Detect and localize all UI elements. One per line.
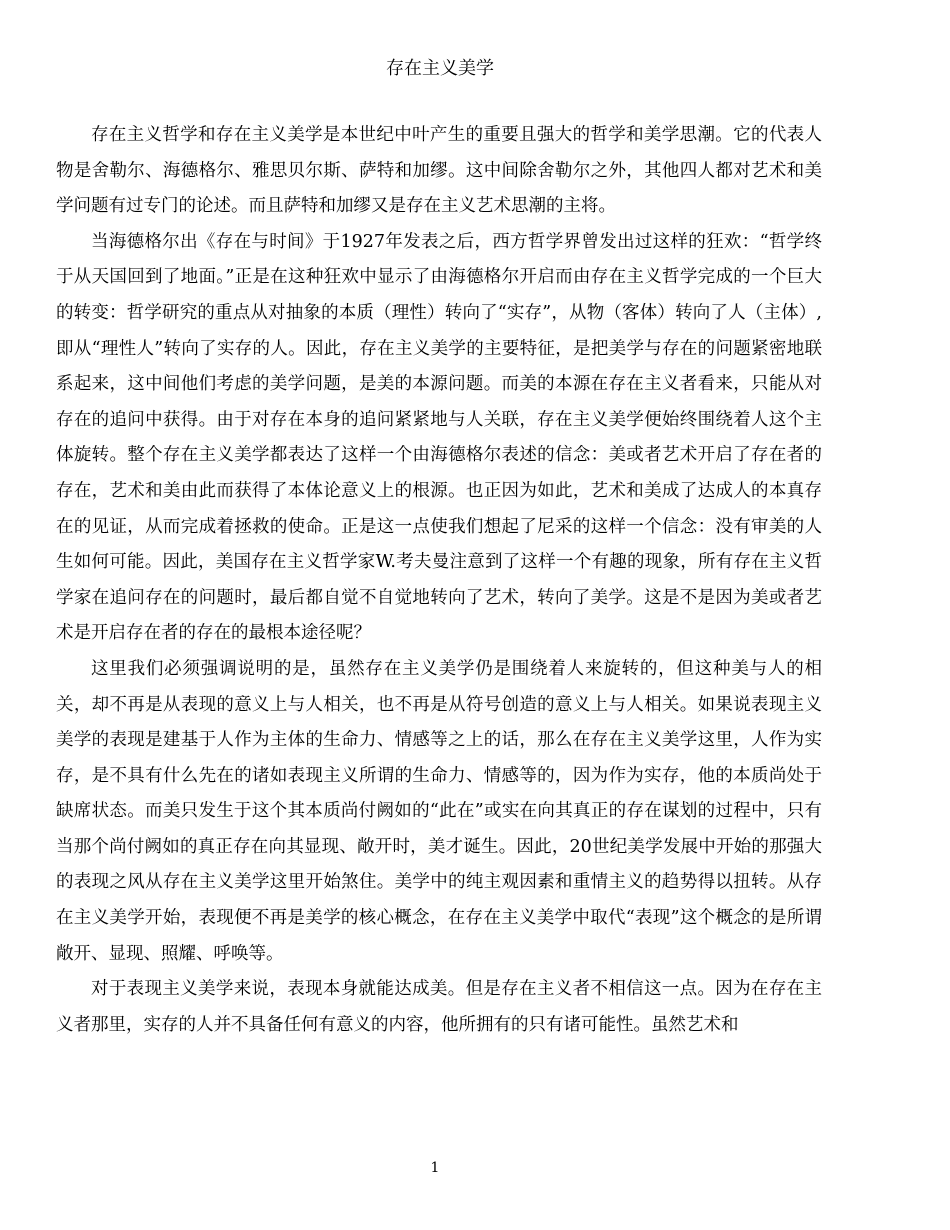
page-title: 存在主义美学 <box>386 58 494 79</box>
body-text <box>56 118 822 1043</box>
paragraph-3: 这里我们必须强调说明的是，虽然存在主义美学仍是围绕着人来旋转的，但这种美与人的相关，却不再是从表现的意义上与人相关，也不再是从符号创造的意义上与人相关。如果说表现主义美学的表现是建基于人作为主体的生命力、情感等之上的话，那么在存在主义美学这里，人作为实存，是不具有什么先在的诸如表现主义所谓的生命力、情感等的，因为作为实存，他的本质尚处于缺席状态。而美只发生于这个其本质尚付阙如的“此在”或实在向其真正的存在谋划的过程中，只有当那个尚付阙如的真正存在向其显现、敞开时，美才诞生。因此，20世纪美学发展中开始的那强大的表现之风从存在主义美学这里开始煞住。美学中的纯主观因素和重情主义的趋势得以扭转。从存在主义美学开始，表现便不再是美学的核心概念，在存在主义美学中取代“表现”这个概念的是所谓敞开、显现、照耀、呼唤等。 <box>56 658 822 964</box>
paragraph-4: 对于表现主义美学来说，表现本身就能达成美。但是存在主义者不相信这一点。因为在存在主义者那里，实存的人并不具备任何有意义的内容，他所拥有的只有诸可能性。虽然艺术和 <box>56 979 822 1035</box>
paragraph-1: 存在主义哲学和存在主义美学是本世纪中叶产生的重要且强大的哲学和美学思潮。它的代表人物是舍勒尔、海德格尔、雅思贝尔斯、萨特和加缪。这中间除舍勒尔之外，其他四人都对艺术和美学问题有过专门的论述。而且萨特和加缪又是存在主义艺术思潮的主将。 <box>56 125 822 217</box>
paragraph-2: 当海德格尔出《存在与时间》于1927年发表之后，西方哲学界曾发出过这样的狂欢：“哲学终于从天国回到了地面。”正是在这种狂欢中显示了由海德格尔开启而由存在主义哲学完成的一个巨大的转变：哲学研究的重点从对抽象的本质（理性）转向了“实存”，从物（客体）转向了人（主体）,即从“理性人”转向了实存的人。因此，存在主义美学的主要特征，是把美学与存在的问题紧密地联系起来，这中间他们考虑的美学问题，是美的本源问题。而美的本源在存在主义者看来，只能从对存在的追问中获得。由于对存在本身的追问紧紧地与人关联，存在主义美学便始终围绕着人这个主体旋转。整个存在主义美学都表达了这样一个由海德格尔表述的信念：美或者艺术开启了存在者的存在，艺术和美由此而获得了本体论意义上的根源。也正因为如此，艺术和美成了达成人的本真存在的见证，从而完成着拯救的使命。正是这一点使我们想起了尼采的这样一个信念：没有审美的人生如何可能。因此，美国存在主义哲学家W.考夫曼注意到了这样一个有趣的现象，所有存在主义哲学家在追问存在的问题时，最后都自觉不自觉地转向了艺术，转向了美学。这是不是因为美或者艺术是开启存在者的存在的最根本途径呢？ <box>56 231 822 644</box>
page-number: 1 <box>430 1160 440 1176</box>
